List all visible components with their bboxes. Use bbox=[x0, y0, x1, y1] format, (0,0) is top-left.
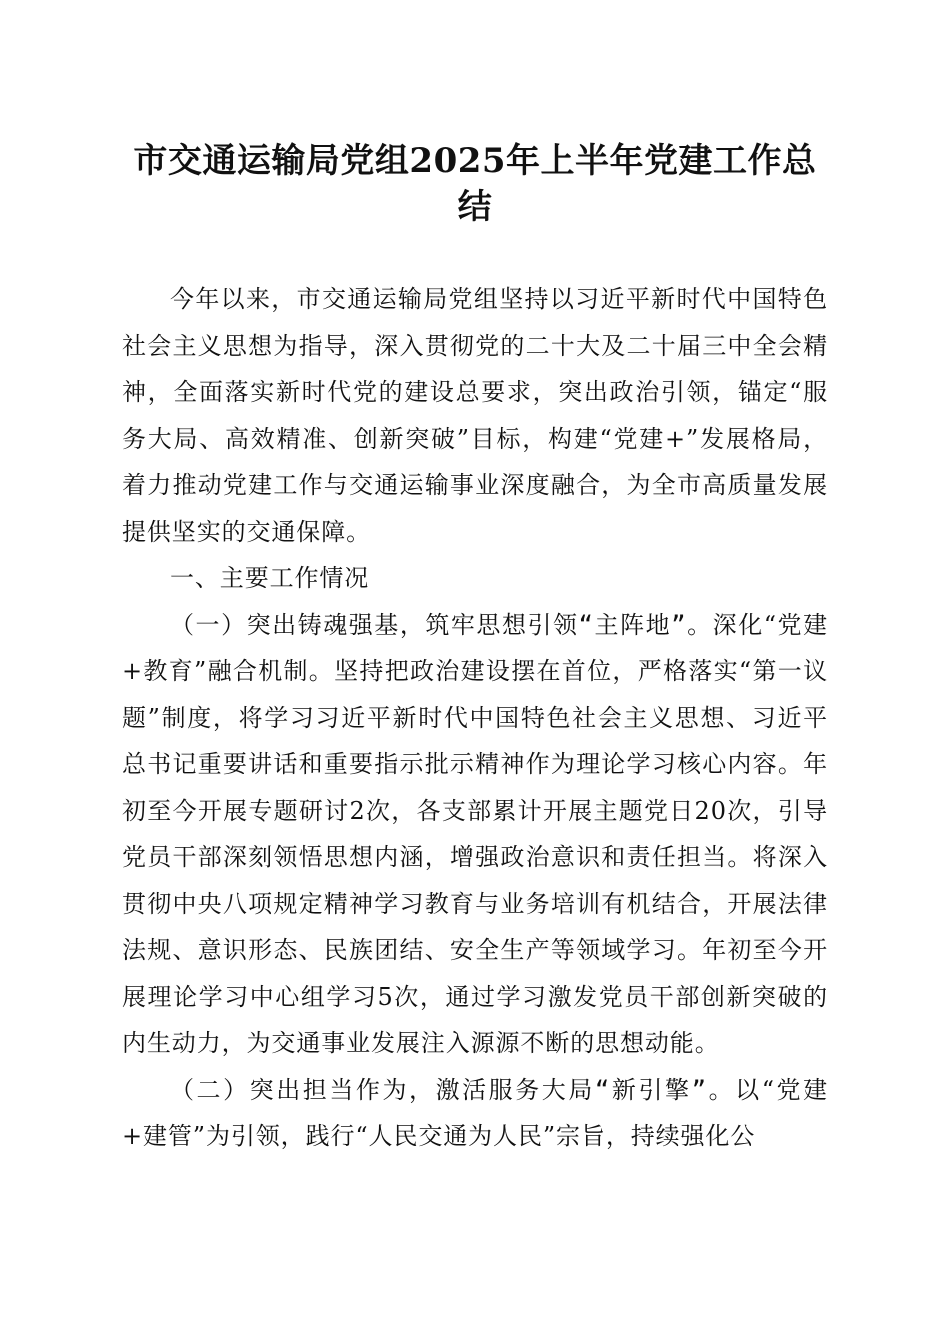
item-1-lead-in: （一）突出铸魂强基，筑牢思想引领“主阵地”。 bbox=[170, 610, 713, 639]
document-title: 市交通运输局党组2025年上半年党建工作总结 bbox=[133, 141, 817, 227]
paragraph-item-1 bbox=[122, 602, 828, 1067]
paragraph-item-2 bbox=[122, 1067, 828, 1160]
document-body bbox=[122, 276, 828, 1160]
intro-paragraph: 今年以来，市交通运输局党组坚持以习近平新时代中国特色社会主义思想为指导，深入贯彻党的二十大及二十届三中全会精神，全面落实新时代党的建设总要求，突出政治引领，锚定“服务大局、高效精准、创新突破”目标，构建“党建+”发展格局，着力推动党建工作与交通运输事业深度融合，为全市高质量发展提供坚实的交通保障。 bbox=[122, 285, 828, 546]
section-heading-main-work: 一、主要工作情况 bbox=[170, 564, 370, 592]
item-1-body: 深化“党建+教育”融合机制。坚持把政治建设摆在首位，严格落实“第一议题”制度，将学习习近平新时代中国特色社会主义思想、习近平总书记重要讲话和重要指示批示精神作为理论学习核心内容。年初至今开展专题研讨2次，各支部累计开展主题党日20次，引导党员干部深刻领悟思想内涵，增强政治意识和责任担当。将深入贯彻中央八项规定精神学习教育与业务培训有机结合，开展法律法规、意识形态、民族团结、安全生产等领域学习。年初至今开展理论学习中心组学习5次，通过学习激发党员干部创新突破的内生动力，为交通事业发展注入源源不断的思想动能。 bbox=[122, 610, 828, 1057]
item-2-body: 以“党建+建管”为引领，践行“人民交通为人民”宗旨，持续强化公 bbox=[122, 1075, 828, 1150]
item-2-lead-in: （二）突出担当作为，激活服务大局“新引擎”。 bbox=[170, 1075, 736, 1104]
